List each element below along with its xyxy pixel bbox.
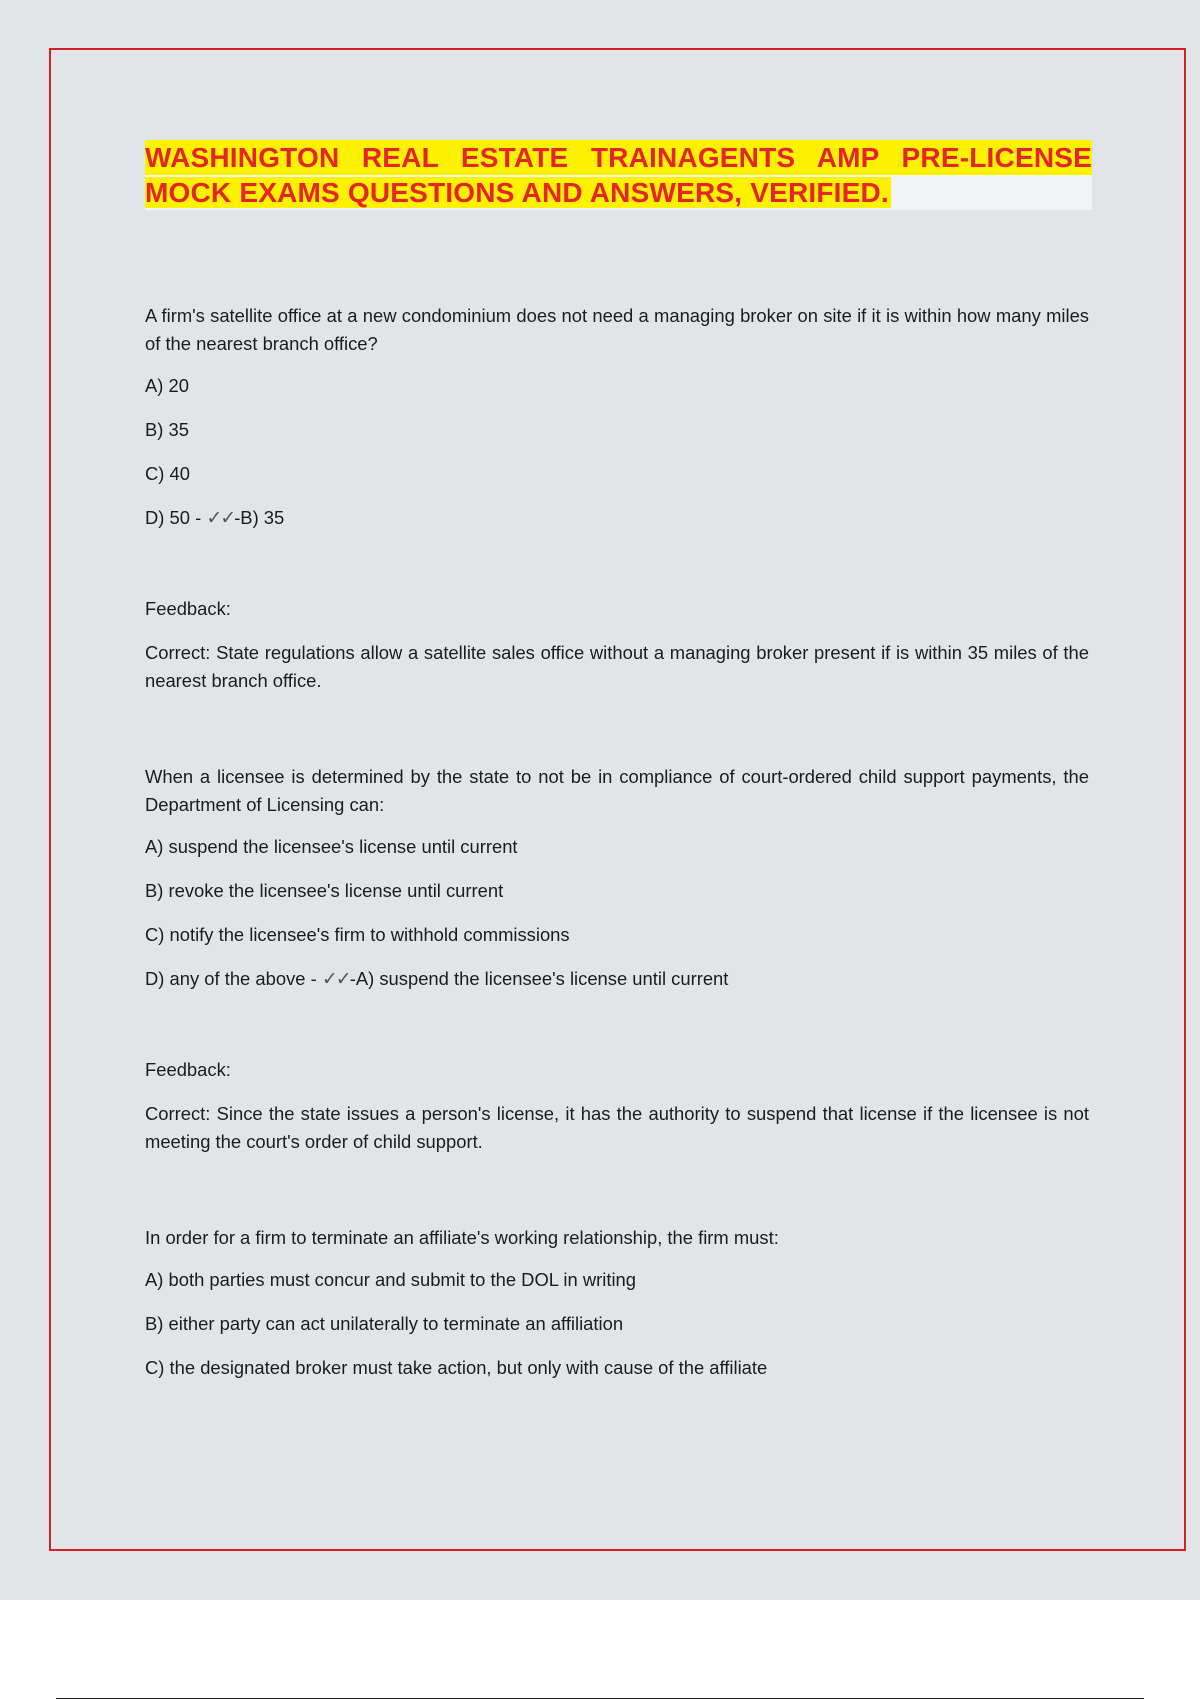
option-d: D) any of the above - xyxy=(145,968,317,989)
title-line-1: WASHINGTON REAL ESTATE TRAINAGENTS AMP PRE-LICENSE xyxy=(145,142,1092,173)
option-c: C) the designated broker must take action, but only with cause of the affiliate xyxy=(145,1357,768,1378)
question-block-2 xyxy=(145,763,1089,994)
feedback-label: Feedback: xyxy=(145,598,231,619)
question-block-1 xyxy=(145,302,1089,533)
answer-text: -A) suspend the licensee's license until current xyxy=(349,968,729,989)
option-c: C) 40 xyxy=(145,463,190,484)
question-text: A firm's satellite office at a new condominium does not need a managing broker on site if it is within how many miles of the nearest branch office? xyxy=(145,305,1089,354)
question-block-3 xyxy=(145,1224,1089,1382)
question-text: When a licensee is determined by the state to not be in compliance of court-ordered child support payments, the Department of Licensing can: xyxy=(145,766,1089,815)
feedback-label: Feedback: xyxy=(145,1059,231,1080)
option-b: B) 35 xyxy=(145,419,189,440)
option-a: A) suspend the licensee's license until current xyxy=(145,836,518,857)
question-text: In order for a firm to terminate an affiliate's working relationship, the firm must: xyxy=(145,1227,779,1248)
footer-divider xyxy=(56,1698,1144,1699)
option-b: B) revoke the licensee's license until current xyxy=(145,880,504,901)
option-a: A) 20 xyxy=(145,375,189,396)
feedback-text: Correct: State regulations allow a satellite sales office without a managing broker present if is within 35 miles of the nearest branch office. xyxy=(145,642,1089,691)
title-line-2-text: MOCK EXAMS QUESTIONS AND ANSWERS, VERIFIED. xyxy=(145,177,889,208)
feedback-text: Correct: Since the state issues a person's license, it has the authority to suspend that license if the licensee is not meeting the court's order of child support. xyxy=(145,1103,1089,1152)
option-b: B) either party can act unilaterally to terminate an affiliation xyxy=(145,1313,624,1334)
option-c: C) notify the licensee's firm to withhold commissions xyxy=(145,924,570,945)
answer-text: -B) 35 xyxy=(234,507,285,528)
double-check-icon: ✓✓ xyxy=(206,508,235,529)
option-a: A) both parties must concur and submit to the DOL in writing xyxy=(145,1269,636,1290)
double-check-icon: ✓✓ xyxy=(321,969,350,990)
feedback-block-1 xyxy=(145,595,1089,695)
option-d-with-answer xyxy=(145,504,1089,533)
option-d: D) 50 - xyxy=(145,507,202,528)
option-d-with-answer xyxy=(145,965,1089,994)
document-body xyxy=(145,302,1089,1382)
feedback-block-2 xyxy=(145,1056,1089,1156)
title-line-2 xyxy=(145,175,1092,210)
document-title xyxy=(145,140,1092,210)
